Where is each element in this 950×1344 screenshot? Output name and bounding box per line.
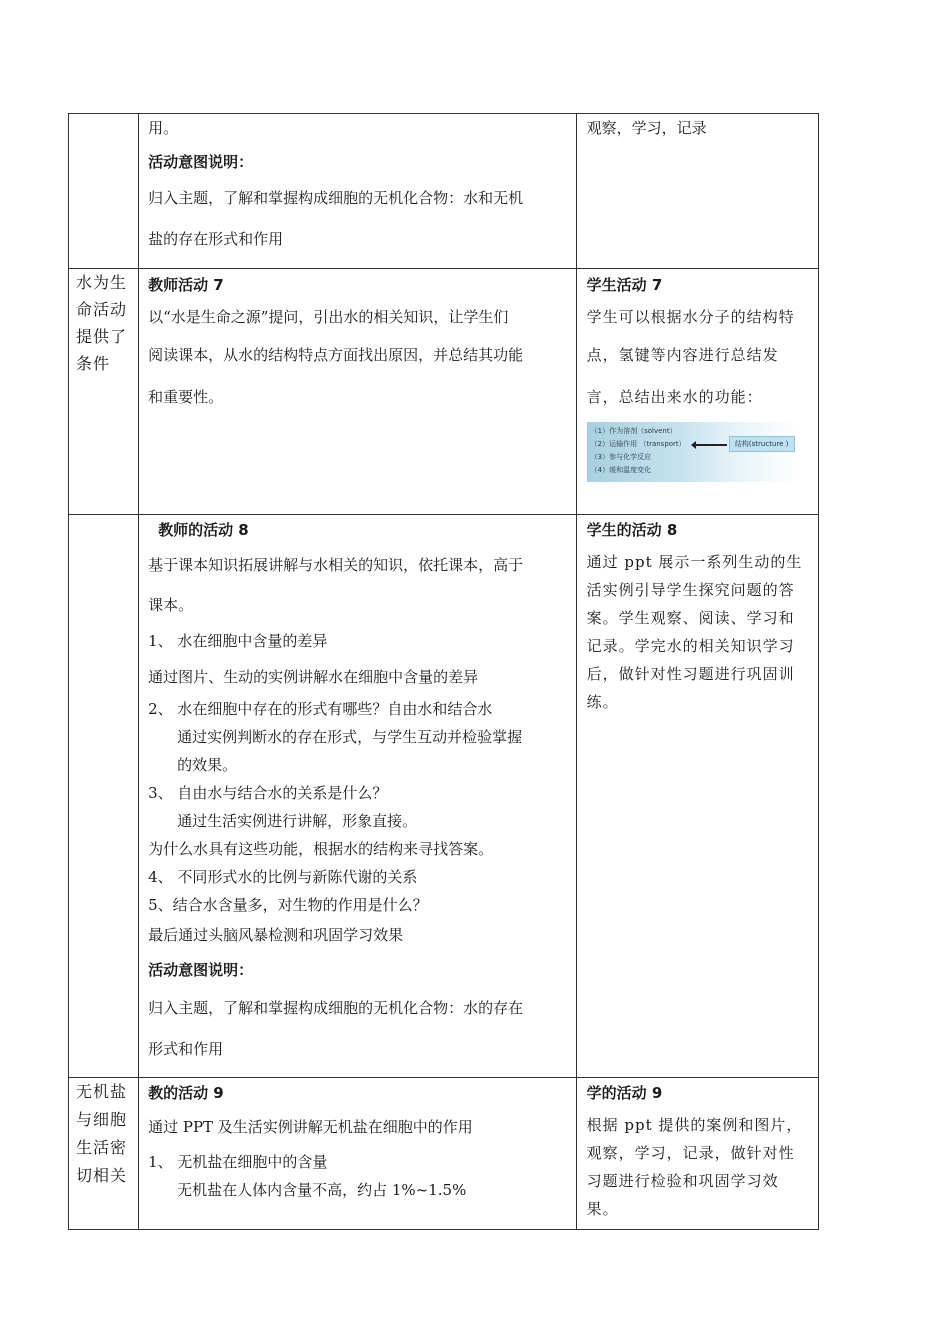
diagram-item: （2）运输作用 （transport） xyxy=(590,440,686,448)
text-line: 和重要性。 xyxy=(148,388,224,406)
diagram-item: （3）参与化学反应 xyxy=(590,453,652,461)
diagram-structure-box: 结构(structure ) xyxy=(729,436,795,452)
list-item: 2、 水在细胞中存在的形式有哪些？自由水和结合水 xyxy=(148,700,493,718)
text-line: 用。 xyxy=(148,119,179,137)
table-row xyxy=(69,269,819,515)
activity-heading: 学生活动 7 xyxy=(586,276,663,294)
section-label-cell xyxy=(69,515,139,1078)
student-activity-cell xyxy=(576,114,818,269)
text-line: 盐的存在形式和作用 xyxy=(148,230,284,248)
intent-heading: 活动意图说明： xyxy=(148,961,254,979)
student-activity-cell xyxy=(576,269,818,515)
diagram-item: （4）缓和温度变化 xyxy=(590,466,652,474)
activity-heading: 教师活动 7 xyxy=(148,276,224,294)
student-activity-cell xyxy=(576,515,818,1078)
activity-heading: 学的活动 9 xyxy=(586,1084,663,1102)
list-item-desc: 通过实例判断水的存在形式，与学生互动并检验掌握 xyxy=(177,728,523,746)
table-row xyxy=(69,515,819,1078)
text-line: 归入主题，了解和掌握构成细胞的无机化合物：水和无机 xyxy=(148,189,524,207)
table-row xyxy=(69,114,819,269)
section-label-line: 条件 xyxy=(76,354,111,373)
section-label-line: 水为生 xyxy=(76,273,128,292)
text-line: 为什么水具有这些功能，根据水的结构来寻找答案。 xyxy=(148,840,494,858)
list-item-desc: 通过生活实例进行讲解，形象直接。 xyxy=(177,812,418,830)
section-label-cell xyxy=(69,114,139,269)
text-line: 根据 ppt 提供的案例和图片， xyxy=(586,1116,803,1134)
text-line: 活实例引导学生探究问题的答 xyxy=(586,581,795,599)
diagram-function-list xyxy=(591,425,687,477)
text-line: 通过 PPT 及生活实例讲解无机盐在细胞中的作用 xyxy=(148,1118,473,1136)
intent-heading: 活动意图说明： xyxy=(148,153,254,171)
text-line: 课本。 xyxy=(148,596,194,614)
activity-heading: 学生的活动 8 xyxy=(586,521,678,539)
list-item-desc: 的效果。 xyxy=(177,756,238,774)
text-line: 习题进行检验和巩固学习效 xyxy=(586,1172,779,1190)
text-line: 练。 xyxy=(586,693,619,711)
text-line: 记录。学完水的相关知识学习 xyxy=(586,637,795,655)
student-activity-cell xyxy=(576,1078,818,1230)
section-label-line: 命活动 xyxy=(76,300,128,319)
section-label-line: 无机盐 xyxy=(76,1082,128,1101)
text-line: 果。 xyxy=(586,1200,619,1218)
text-line: 阅读课本，从水的结构特点方面找出原因，并总结其功能 xyxy=(148,346,524,364)
activity-heading: 教师的活动 8 xyxy=(158,521,249,539)
text-line: 以“水是生命之源”提问，引出水的相关知识，让学生们 xyxy=(148,308,509,326)
water-function-diagram xyxy=(587,422,797,482)
text-line: 点，氢键等内容进行总结发 xyxy=(586,346,779,364)
text-line: 案。学生观察、阅读、学习和 xyxy=(586,609,795,627)
list-item-desc: 无机盐在人体内含量不高，约占 1%~1.5% xyxy=(177,1181,467,1199)
text-line: 言，总结出来水的功能： xyxy=(586,388,763,406)
list-item: 5、结合水含量多，对生物的作用是什么？ xyxy=(148,896,428,914)
section-label-cell xyxy=(69,269,139,515)
text-line: 观察，学习，记录 xyxy=(586,119,707,137)
list-item: 4、 不同形式水的比例与新陈代谢的关系 xyxy=(148,868,418,886)
text-line: 归入主题，了解和掌握构成细胞的无机化合物：水的存在 xyxy=(148,999,524,1017)
text-line: 后，做针对性习题进行巩固训 xyxy=(586,665,795,683)
list-item-desc: 通过图片、生动的实例讲解水在细胞中含量的差异 xyxy=(148,668,479,686)
section-label-line: 提供了 xyxy=(76,327,128,346)
text-line: 观察，学习，记录，做针对性 xyxy=(586,1144,795,1162)
section-label-line: 生活密 xyxy=(76,1138,128,1157)
table-row xyxy=(69,1078,819,1230)
list-item: 3、 自由水与结合水的关系是什么？ xyxy=(148,784,388,802)
section-label-cell xyxy=(69,1078,139,1230)
section-label-line: 与细胞 xyxy=(76,1110,128,1129)
section-label-line: 切相关 xyxy=(76,1166,128,1185)
teacher-activity-cell xyxy=(139,269,577,515)
activity-heading: 教的活动 9 xyxy=(148,1084,224,1102)
text-line: 基于课本知识拓展讲解与水相关的知识，依托课本，高于 xyxy=(148,556,524,574)
list-item: 1、 水在细胞中含量的差异 xyxy=(148,632,328,650)
teacher-activity-cell xyxy=(139,114,577,269)
arrow-left-icon xyxy=(695,444,727,446)
diagram-item: （1）作为溶剂（solvent） xyxy=(590,427,677,435)
text-line: 通过 ppt 展示一系列生动的生 xyxy=(586,553,803,571)
teacher-activity-cell xyxy=(139,515,577,1078)
text-line: 形式和作用 xyxy=(148,1040,224,1058)
lesson-plan-table xyxy=(68,113,819,1230)
teacher-activity-cell xyxy=(139,1078,577,1230)
text-line: 学生可以根据水分子的结构特 xyxy=(586,308,795,326)
text-line: 最后通过头脑风暴检测和巩固学习效果 xyxy=(148,926,404,944)
list-item: 1、 无机盐在细胞中的含量 xyxy=(148,1153,328,1171)
